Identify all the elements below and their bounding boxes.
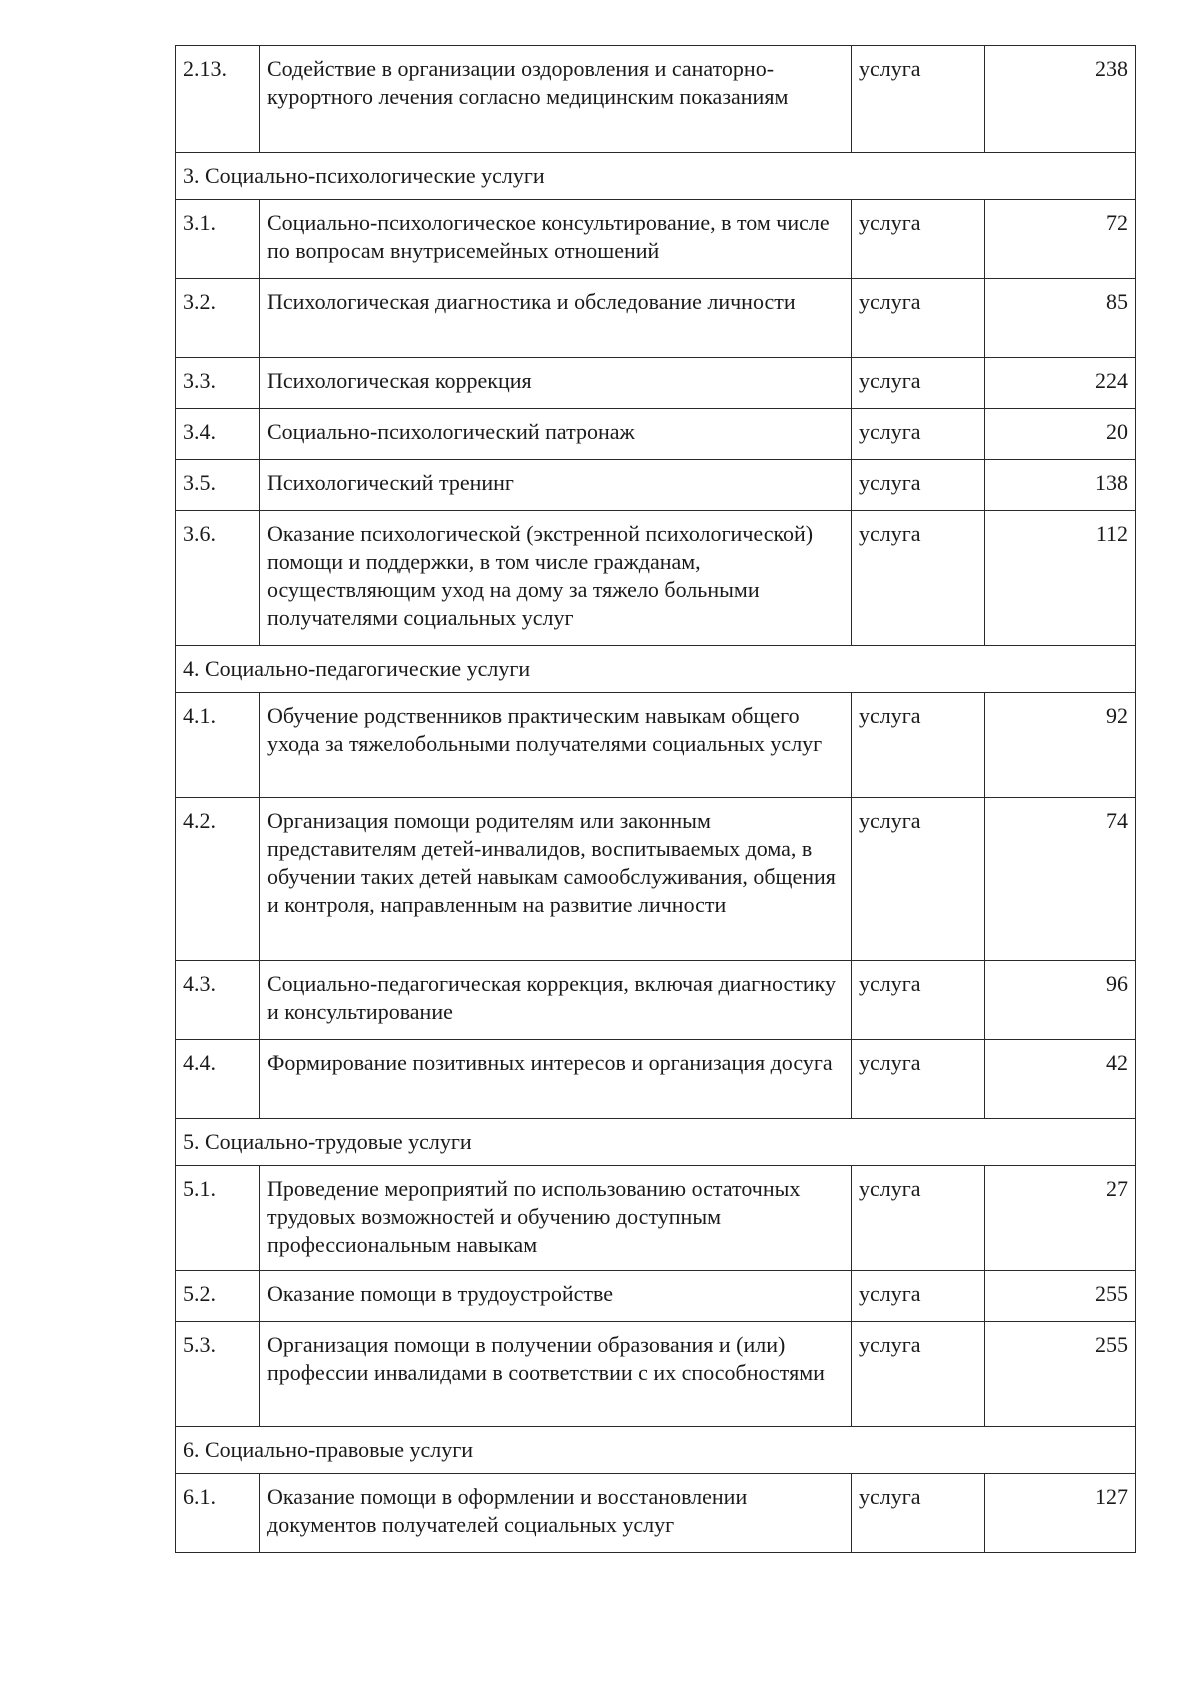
service-name: Проведение мероприятий по использованию остаточных трудовых возможностей и обучению доступным профессиональным навыкам [260,1166,852,1271]
services-document [175,45,1135,1553]
service-quantity: 85 [985,279,1136,358]
unit-of-measure: услуга [852,1322,985,1427]
table-row-3-5 [176,460,1136,511]
section-header-row [176,1119,1136,1166]
service-name: Оказание психологической (экстренной психологической) помощи и поддержки, в том числе гражданам, осуществляющим уход на дому за тяжело больными получателями социальных услуг [260,511,852,646]
service-name: Организация помощи родителям или законным представителям детей-инвалидов, воспитываемых дома, в обучении таких детей навыкам самообслуживания, общения и контроля, направленным на развитие личности [260,798,852,961]
service-name: Формирование позитивных интересов и организация досуга [260,1040,852,1119]
unit-of-measure: услуга [852,511,985,646]
section-header-row [176,1427,1136,1474]
unit-of-measure: услуга [852,798,985,961]
table-row-3-6 [176,511,1136,646]
table-row-3-4 [176,409,1136,460]
services-table [175,45,1136,1553]
row-number: 6.1. [176,1474,260,1553]
section-title: 6. Социально-правовые услуги [176,1427,1136,1474]
unit-of-measure: услуга [852,279,985,358]
service-name: Психологическая коррекция [260,358,852,409]
unit-of-measure: услуга [852,460,985,511]
row-number: 5.1. [176,1166,260,1271]
row-number: 5.2. [176,1271,260,1322]
service-quantity: 72 [985,200,1136,279]
row-number: 5.3. [176,1322,260,1427]
table-row-2-13 [176,46,1136,153]
service-quantity: 20 [985,409,1136,460]
table-row-4-4 [176,1040,1136,1119]
service-quantity: 255 [985,1271,1136,1322]
service-name: Содействие в организации оздоровления и санаторно-курортного лечения согласно медицинским показаниям [260,46,852,153]
service-name: Психологическая диагностика и обследование личности [260,279,852,358]
service-quantity: 224 [985,358,1136,409]
service-name: Психологический тренинг [260,460,852,511]
unit-of-measure: услуга [852,693,985,798]
service-name: Оказание помощи в трудоустройстве [260,1271,852,1322]
service-quantity: 138 [985,460,1136,511]
row-number: 3.6. [176,511,260,646]
table-row-3-2 [176,279,1136,358]
section-header-row [176,153,1136,200]
unit-of-measure: услуга [852,1474,985,1553]
row-number: 3.3. [176,358,260,409]
service-quantity: 74 [985,798,1136,961]
section-title: 5. Социально-трудовые услуги [176,1119,1136,1166]
service-name: Социально-психологический патронаж [260,409,852,460]
service-name: Оказание помощи в оформлении и восстановлении документов получателей социальных услуг [260,1474,852,1553]
service-quantity: 42 [985,1040,1136,1119]
table-row-4-2 [176,798,1136,961]
service-name: Обучение родственников практическим навыкам общего ухода за тяжелобольными получателями социальных услуг [260,693,852,798]
service-name: Социально-психологическое консультирование, в том числе по вопросам внутрисемейных отношений [260,200,852,279]
table-row-3-1 [176,200,1136,279]
row-number: 4.4. [176,1040,260,1119]
unit-of-measure: услуга [852,961,985,1040]
row-number: 3.5. [176,460,260,511]
service-quantity: 255 [985,1322,1136,1427]
table-row-5-3 [176,1322,1136,1427]
table-row-6-1 [176,1474,1136,1553]
service-quantity: 238 [985,46,1136,153]
service-quantity: 112 [985,511,1136,646]
unit-of-measure: услуга [852,1166,985,1271]
row-number: 3.4. [176,409,260,460]
unit-of-measure: услуга [852,200,985,279]
service-name: Социально-педагогическая коррекция, включая диагностику и консультирование [260,961,852,1040]
unit-of-measure: услуга [852,1040,985,1119]
row-number: 2.13. [176,46,260,153]
unit-of-measure: услуга [852,358,985,409]
table-row-3-3 [176,358,1136,409]
service-quantity: 27 [985,1166,1136,1271]
table-row-4-3 [176,961,1136,1040]
table-row-5-2 [176,1271,1136,1322]
section-title: 4. Социально-педагогические услуги [176,646,1136,693]
row-number: 3.1. [176,200,260,279]
service-quantity: 127 [985,1474,1136,1553]
table-row-4-1 [176,693,1136,798]
service-quantity: 96 [985,961,1136,1040]
service-name: Организация помощи в получении образования и (или) профессии инвалидами в соответствии с их способностями [260,1322,852,1427]
row-number: 4.3. [176,961,260,1040]
row-number: 3.2. [176,279,260,358]
section-title: 3. Социально-психологические услуги [176,153,1136,200]
row-number: 4.1. [176,693,260,798]
unit-of-measure: услуга [852,409,985,460]
service-quantity: 92 [985,693,1136,798]
unit-of-measure: услуга [852,46,985,153]
table-row-5-1 [176,1166,1136,1271]
row-number: 4.2. [176,798,260,961]
section-header-row [176,646,1136,693]
unit-of-measure: услуга [852,1271,985,1322]
